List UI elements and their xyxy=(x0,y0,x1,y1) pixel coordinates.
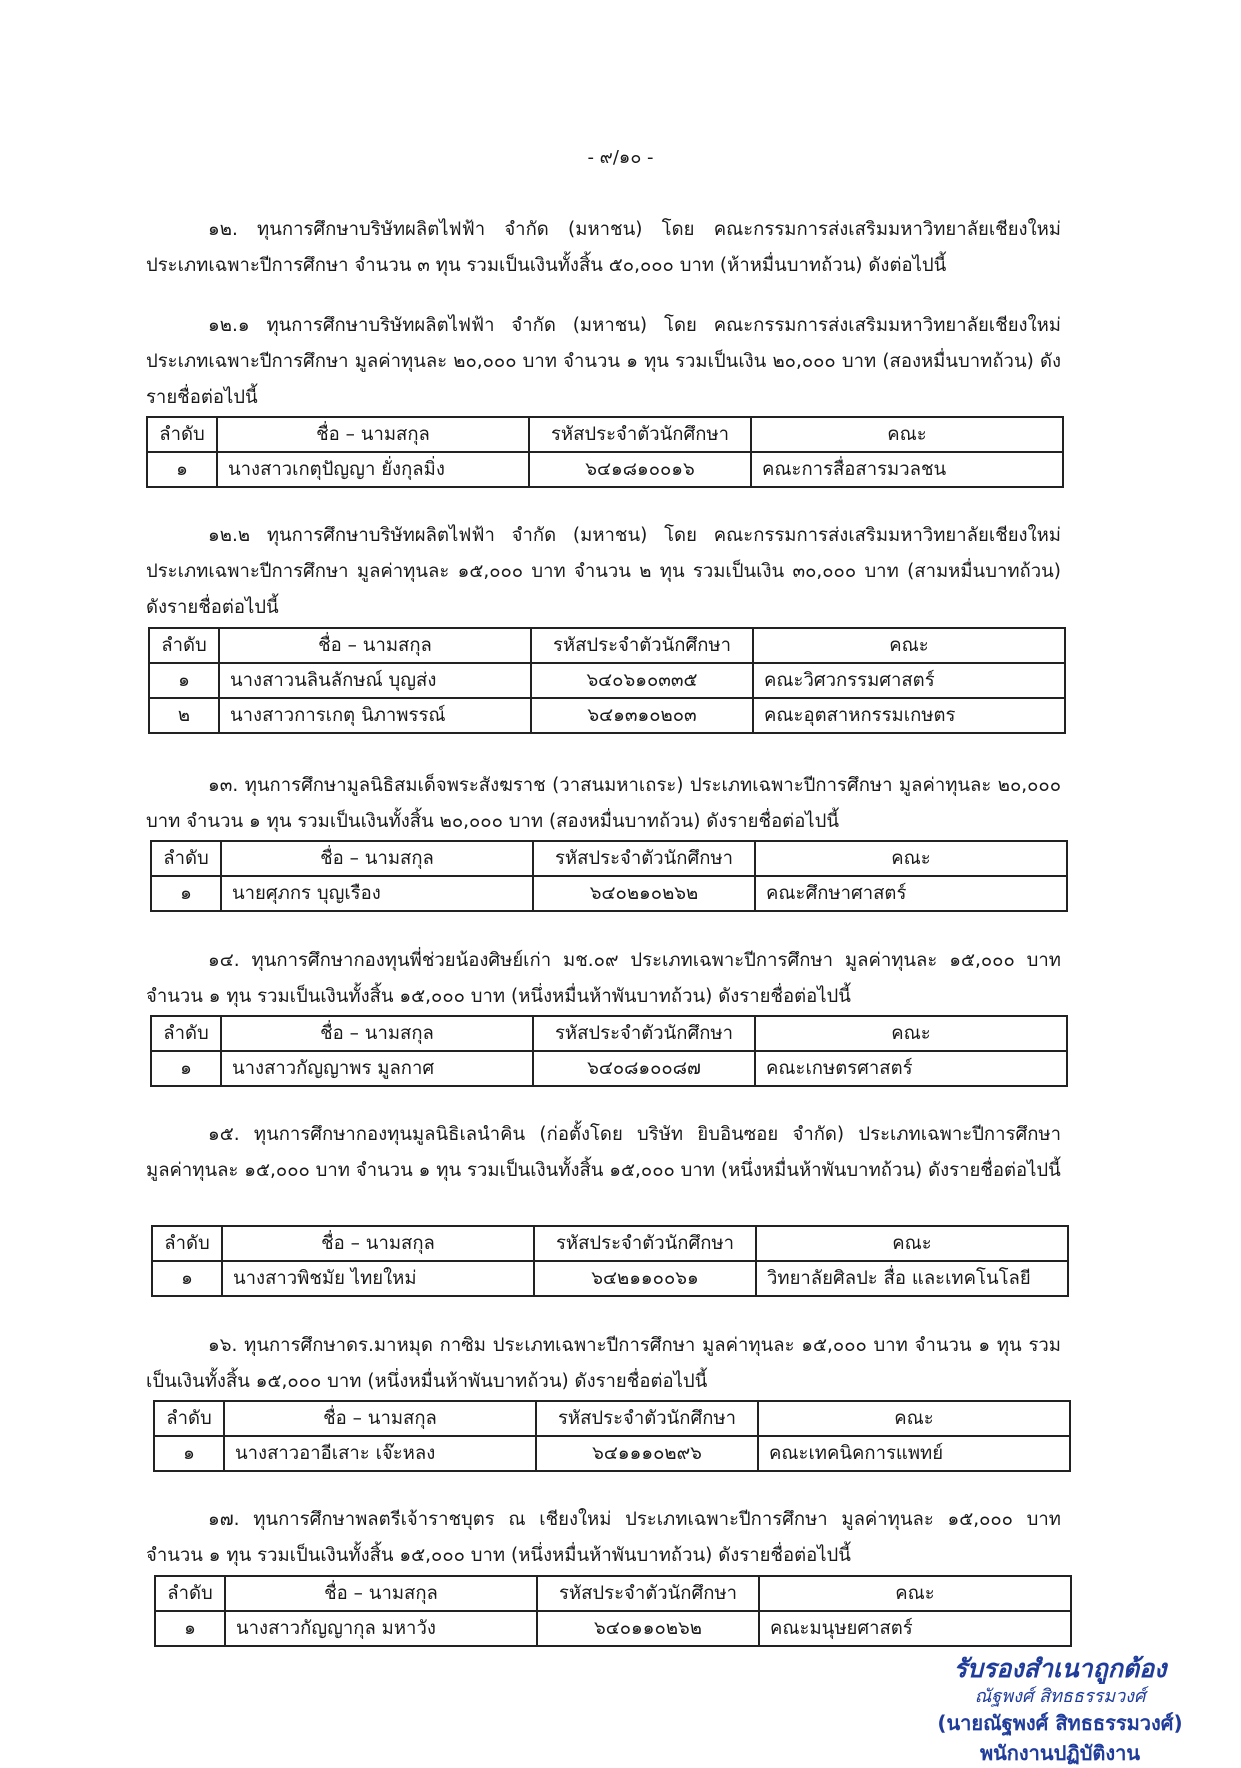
certification-stamp xyxy=(915,1652,1205,1768)
cell-no: ๑ xyxy=(152,1261,222,1296)
cell-no: ๒ xyxy=(149,698,219,733)
header-no: ลำดับ xyxy=(149,628,219,663)
table-header-row xyxy=(155,1576,1071,1611)
header-name: ชื่อ – นามสกุล xyxy=(219,628,531,663)
table-12-2 xyxy=(148,627,1066,734)
table-row xyxy=(155,1611,1071,1646)
section-14-text: ๑๔. ทุนการศึกษากองทุนพี่ช่วยน้องศิษย์เก่า มช.๐๙ ประเภทเฉพาะปีการศึกษา มูลค่าทุนละ ๑๕,๐๐๐ บาท จำนวน ๑ ทุน รวมเป็นเงินทั้งสิ้น ๑๕,๐๐๐ บาท (หนึ่งหมื่นห้าพันบาทถ้วน) ดังรายชื่อต่อไปนี้ xyxy=(146,950,1061,1007)
section-12-1-text: ๑๒.๑ ทุนการศึกษาบริษัทผลิตไฟฟ้า จำกัด (มหาชน) โดย คณะกรรมการส่งเสริมมหาวิทยาลัยเชียงใหม่ ประเภทเฉพาะปีการศึกษา มูลค่าทุนละ ๒๐,๐๐๐ บาท จำนวน ๑ ทุน รวมเป็นเงิน ๒๐,๐๐๐ บาท (สองหมื่นบาทถ้วน) ดังรายชื่อต่อไปนี้ xyxy=(146,315,1061,408)
table-15 xyxy=(151,1225,1069,1297)
header-faculty: คณะ xyxy=(751,417,1063,452)
section-15-text: ๑๕. ทุนการศึกษากองทุนมูลนิธิเลนำคิน (ก่อตั้งโดย บริษัท ยิบอินซอย จำกัด) ประเภทเฉพาะปีการศึกษา มูลค่าทุนละ ๑๕,๐๐๐ บาท จำนวน ๑ ทุน รวมเป็นเงินทั้งสิ้น ๑๕,๐๐๐ บาท (หนึ่งหมื่นห้าพันบาทถ้วน) ดังรายชื่อต่อไปนี้ xyxy=(146,1124,1061,1181)
cell-name: นางสาวกัญญาพร มูลกาศ xyxy=(221,1051,533,1086)
header-no: ลำดับ xyxy=(151,1016,221,1051)
cell-no: ๑ xyxy=(147,452,217,487)
header-student-id: รหัสประจำตัวนักศึกษา xyxy=(534,1226,756,1261)
header-student-id: รหัสประจำตัวนักศึกษา xyxy=(533,1016,755,1051)
cell-no: ๑ xyxy=(154,1436,224,1471)
certifier-name: (นายณัฐพงศ์ สิทธธรรมวงศ์) xyxy=(937,1711,1183,1735)
table-14 xyxy=(150,1015,1068,1087)
cell-name: นางสาวการเกตุ นิภาพรรณ์ xyxy=(219,698,531,733)
cell-name: นางสาวอาอีเสาะ เจ๊ะหลง xyxy=(224,1436,536,1471)
table-row xyxy=(154,1436,1070,1471)
table-17 xyxy=(154,1575,1072,1647)
cell-faculty: คณะเทคนิคการแพทย์ xyxy=(758,1436,1070,1471)
cell-student-id: ๖๔๑๘๑๐๐๑๖ xyxy=(529,452,751,487)
cell-student-id: ๖๔๒๑๑๐๐๖๑ xyxy=(534,1261,756,1296)
page-number: - ๙/๑๐ - xyxy=(587,147,654,168)
certification-signature: ณัฐพงศ์ สิทธธรรมวงศ์ xyxy=(974,1686,1146,1707)
header-faculty: คณะ xyxy=(755,841,1067,876)
table-header-row xyxy=(147,417,1063,452)
cell-name: นางสาวกัญญากุล มหาวัง xyxy=(225,1611,537,1646)
cell-student-id: ๖๔๑๑๑๐๒๙๖ xyxy=(536,1436,758,1471)
table-row xyxy=(149,698,1065,733)
header-faculty: คณะ xyxy=(753,628,1065,663)
cell-no: ๑ xyxy=(151,1051,221,1086)
table-16 xyxy=(153,1400,1071,1472)
table-row xyxy=(151,1051,1067,1086)
header-student-id: รหัสประจำตัวนักศึกษา xyxy=(529,417,751,452)
table-header-row xyxy=(154,1401,1070,1436)
cell-faculty: คณะอุตสาหกรรมเกษตร xyxy=(753,698,1065,733)
cell-faculty: คณะมนุษยศาสตร์ xyxy=(759,1611,1071,1646)
cell-student-id: ๖๔๐๒๑๐๒๖๒ xyxy=(533,876,755,911)
table-header-row xyxy=(151,841,1067,876)
cell-student-id: ๖๔๐๑๑๐๒๖๒ xyxy=(537,1611,759,1646)
header-faculty: คณะ xyxy=(758,1401,1070,1436)
cell-faculty: คณะเกษตรศาสตร์ xyxy=(755,1051,1067,1086)
header-faculty: คณะ xyxy=(756,1226,1068,1261)
header-no: ลำดับ xyxy=(154,1401,224,1436)
section-12-2-text: ๑๒.๒ ทุนการศึกษาบริษัทผลิตไฟฟ้า จำกัด (มหาชน) โดย คณะกรรมการส่งเสริมมหาวิทยาลัยเชียงใหม่ ประเภทเฉพาะปีการศึกษา มูลค่าทุนละ ๑๕,๐๐๐ บาท จำนวน ๒ ทุน รวมเป็นเงิน ๓๐,๐๐๐ บาท (สามหมื่นบาทถ้วน) ดังรายชื่อต่อไปนี้ xyxy=(146,525,1061,618)
header-no: ลำดับ xyxy=(151,841,221,876)
table-row xyxy=(147,452,1063,487)
header-name: ชื่อ – นามสกุล xyxy=(222,1226,534,1261)
header-no: ลำดับ xyxy=(155,1576,225,1611)
cell-name: นางสาวพิชมัย ไทยใหม่ xyxy=(222,1261,534,1296)
cell-student-id: ๖๔๐๖๑๐๓๓๕ xyxy=(531,663,753,698)
header-name: ชื่อ – นามสกุล xyxy=(225,1576,537,1611)
cell-student-id: ๖๔๐๘๑๐๐๘๗ xyxy=(533,1051,755,1086)
header-name: ชื่อ – นามสกุล xyxy=(217,417,529,452)
header-student-id: รหัสประจำตัวนักศึกษา xyxy=(533,841,755,876)
cell-name: นางสาวนลินลักษณ์ บุญส่ง xyxy=(219,663,531,698)
certification-title: รับรองสำเนาถูกต้อง xyxy=(953,1654,1167,1683)
table-row xyxy=(152,1261,1068,1296)
cell-no: ๑ xyxy=(149,663,219,698)
table-row xyxy=(151,876,1067,911)
cell-name: นางสาวเกตุปัญญา ยั่งกุลมิ่ง xyxy=(217,452,529,487)
cell-faculty: คณะการสื่อสารมวลชน xyxy=(751,452,1063,487)
section-17-text: ๑๗. ทุนการศึกษาพลตรีเจ้าราชบุตร ณ เชียงใหม่ ประเภทเฉพาะปีการศึกษา มูลค่าทุนละ ๑๕,๐๐๐ บาท จำนวน ๑ ทุน รวมเป็นเงินทั้งสิ้น ๑๕,๐๐๐ บาท (หนึ่งหมื่นห้าพันบาทถ้วน) ดังรายชื่อต่อไปนี้ xyxy=(146,1509,1061,1566)
table-header-row xyxy=(151,1016,1067,1051)
section-16-text: ๑๖. ทุนการศึกษาดร.มาหมุด กาซิม ประเภทเฉพาะปีการศึกษา มูลค่าทุนละ ๑๕,๐๐๐ บาท จำนวน ๑ ทุน รวมเป็นเงินทั้งสิ้น ๑๕,๐๐๐ บาท (หนึ่งหมื่นห้าพันบาทถ้วน) ดังรายชื่อต่อไปนี้ xyxy=(146,1335,1061,1392)
header-name: ชื่อ – นามสกุล xyxy=(224,1401,536,1436)
table-header-row xyxy=(152,1226,1068,1261)
header-faculty: คณะ xyxy=(755,1016,1067,1051)
cell-no: ๑ xyxy=(155,1611,225,1646)
header-student-id: รหัสประจำตัวนักศึกษา xyxy=(536,1401,758,1436)
section-12-text: ๑๒. ทุนการศึกษาบริษัทผลิตไฟฟ้า จำกัด (มหาชน) โดย คณะกรรมการส่งเสริมมหาวิทยาลัยเชียงใหม่ ประเภทเฉพาะปีการศึกษา จำนวน ๓ ทุน รวมเป็นเงินทั้งสิ้น ๕๐,๐๐๐ บาท (ห้าหมื่นบาทถ้วน) ดังต่อไปนี้ xyxy=(146,219,1061,276)
header-no: ลำดับ xyxy=(152,1226,222,1261)
table-13 xyxy=(150,840,1068,912)
cell-no: ๑ xyxy=(151,876,221,911)
header-name: ชื่อ – นามสกุล xyxy=(221,1016,533,1051)
table-header-row xyxy=(149,628,1065,663)
header-student-id: รหัสประจำตัวนักศึกษา xyxy=(531,628,753,663)
header-student-id: รหัสประจำตัวนักศึกษา xyxy=(537,1576,759,1611)
header-faculty: คณะ xyxy=(759,1576,1071,1611)
cell-faculty: คณะศึกษาศาสตร์ xyxy=(755,876,1067,911)
cell-name: นายศุภกร บุญเรือง xyxy=(221,876,533,911)
cell-faculty: คณะวิศวกรรมศาสตร์ xyxy=(753,663,1065,698)
cell-faculty: วิทยาลัยศิลปะ สื่อ และเทคโนโลยี xyxy=(756,1261,1068,1296)
header-no: ลำดับ xyxy=(147,417,217,452)
section-13-text: ๑๓. ทุนการศึกษามูลนิธิสมเด็จพระสังฆราช (วาสนมหาเถระ) ประเภทเฉพาะปีการศึกษา มูลค่าทุนละ ๒๐,๐๐๐ บาท จำนวน ๑ ทุน รวมเป็นเงินทั้งสิ้น ๒๐,๐๐๐ บาท (สองหมื่นบาทถ้วน) ดังรายชื่อต่อไปนี้ xyxy=(146,775,1061,832)
table-12-1 xyxy=(146,416,1064,488)
cell-student-id: ๖๔๑๓๑๐๒๐๓ xyxy=(531,698,753,733)
header-name: ชื่อ – นามสกุล xyxy=(221,841,533,876)
table-row xyxy=(149,663,1065,698)
certifier-position: พนักงานปฏิบัติงาน xyxy=(979,1741,1141,1765)
